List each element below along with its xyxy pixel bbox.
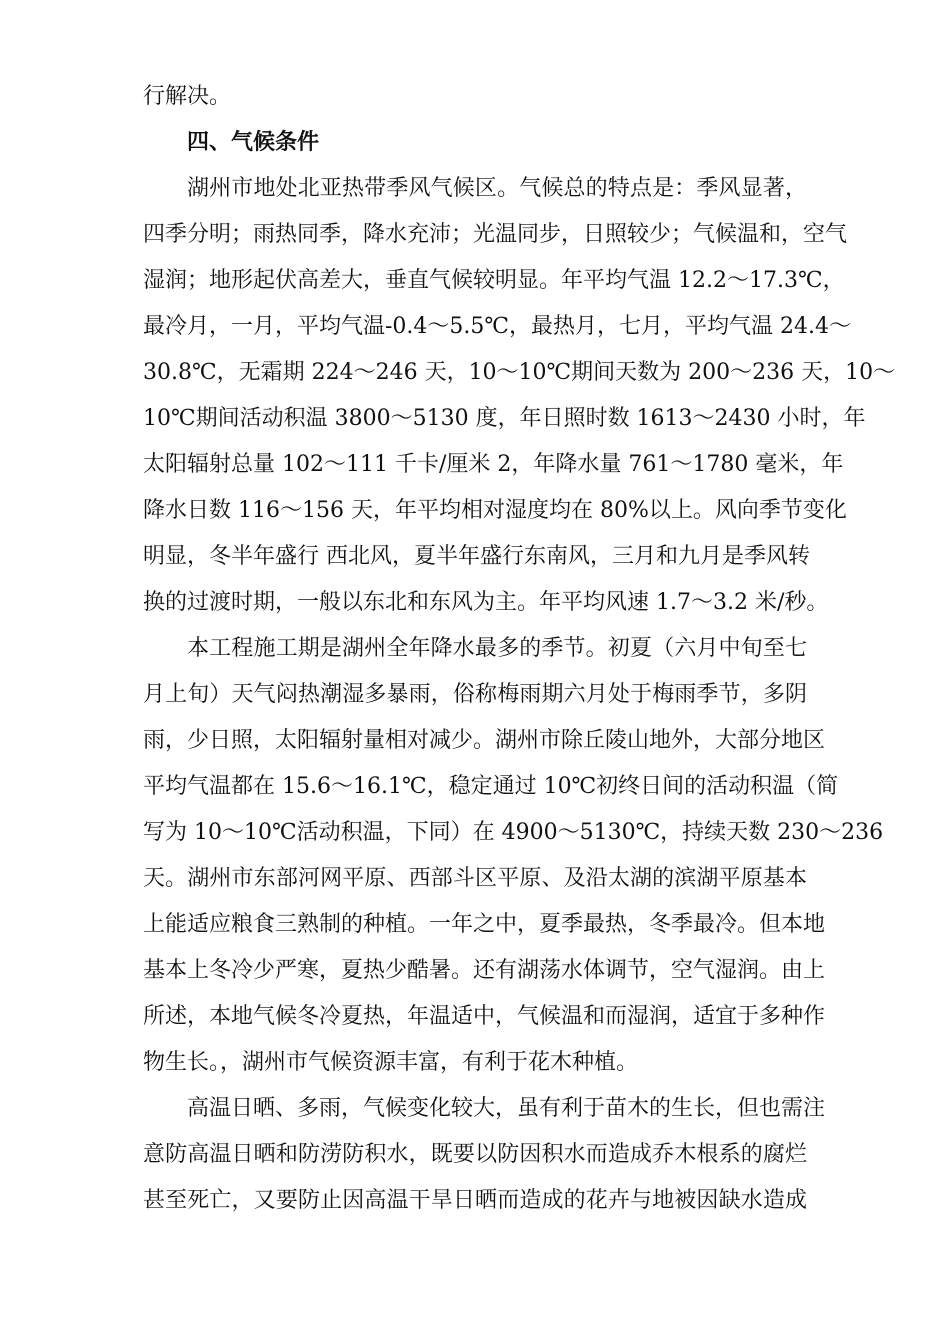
text-line: 10℃期间活动积温 3800～5130 度，年日照时数 1613～2430 小时，年 xyxy=(143,406,866,431)
text-line: 平均气温都在 15.6～16.1℃，稳定通过 10℃初终日间的活动积温（简 xyxy=(143,774,839,799)
text-line: 本工程施工期是湖州全年降水最多的季节。初夏（六月中旬至七 xyxy=(187,636,807,661)
text-line: 物生长。，湖州市气候资源丰富，有利于花木种植。 xyxy=(143,1050,639,1075)
text-line: 换的过渡时期，一般以东北和东风为主。年平均风速 1.7～3.2 米/秒。 xyxy=(143,590,829,615)
text-line: 月上旬）天气闷热潮湿多暴雨，俗称梅雨期六月处于梅雨季节，多阴 xyxy=(143,682,807,707)
text-line: 天。湖州市东部河网平原、西部斗区平原、及沿太湖的滨湖平原基本 xyxy=(143,866,807,891)
text-line: 湿润；地形起伏高差大，垂直气候较明显。年平均气温 12.2～17.3℃， xyxy=(143,268,845,293)
text-line: 意防高温日晒和防涝防积水，既要以防因积水而造成乔木根系的腐烂 xyxy=(143,1142,807,1167)
text-line: 基本上冬冷少严寒，夏热少酷暑。还有湖荡水体调节，空气湿润。由上 xyxy=(143,958,826,983)
section-heading: 四、气候条件 xyxy=(187,130,320,155)
text-line: 写为 10～10℃活动积温，下同）在 4900～5130℃，持续天数 230～236 xyxy=(143,820,884,845)
text-line: 最冷月，一月，平均气温-0.4～5.5℃，最热月，七月，平均气温 24.4～ xyxy=(143,314,851,339)
text-line: 高温日晒、多雨，气候变化较大，虽有利于苗木的生长，但也需注 xyxy=(187,1096,826,1121)
text-line: 明显，冬半年盛行 西北风，夏半年盛行东南风，三月和九月是季风转 xyxy=(143,544,810,569)
text-line: 湖州市地处北亚热带季风气候区。气候总的特点是：季风显著， xyxy=(187,176,807,201)
text-line: 行解决。 xyxy=(143,84,232,109)
text-line: 上能适应粮食三熟制的种植。一年之中，夏季最热，冬季最冷。但本地 xyxy=(143,912,826,937)
text-line: 所述，本地气候冬冷夏热，年温适中，气候温和而湿润，适宜于多种作 xyxy=(143,1004,826,1029)
text-line: 降水日数 116～156 天，年平均相对湿度均在 80%以上。风向季节变化 xyxy=(143,498,847,523)
text-line: 四季分明；雨热同季，降水充沛；光温同步，日照较少；气候温和，空气 xyxy=(143,222,848,247)
text-line: 甚至死亡，又要防止因高温干旱日晒而造成的花卉与地被因缺水造成 xyxy=(143,1188,807,1213)
text-line: 30.8℃，无霜期 224～246 天，10～10℃期间天数为 200～236 天，10～ xyxy=(143,360,896,385)
text-line: 雨，少日照，太阳辐射量相对减少。湖州市除丘陵山地外，大部分地区 xyxy=(143,728,826,753)
text-line: 太阳辐射总量 102～111 千卡/厘米 2，年降水量 761～1780 毫米，年 xyxy=(143,452,844,477)
